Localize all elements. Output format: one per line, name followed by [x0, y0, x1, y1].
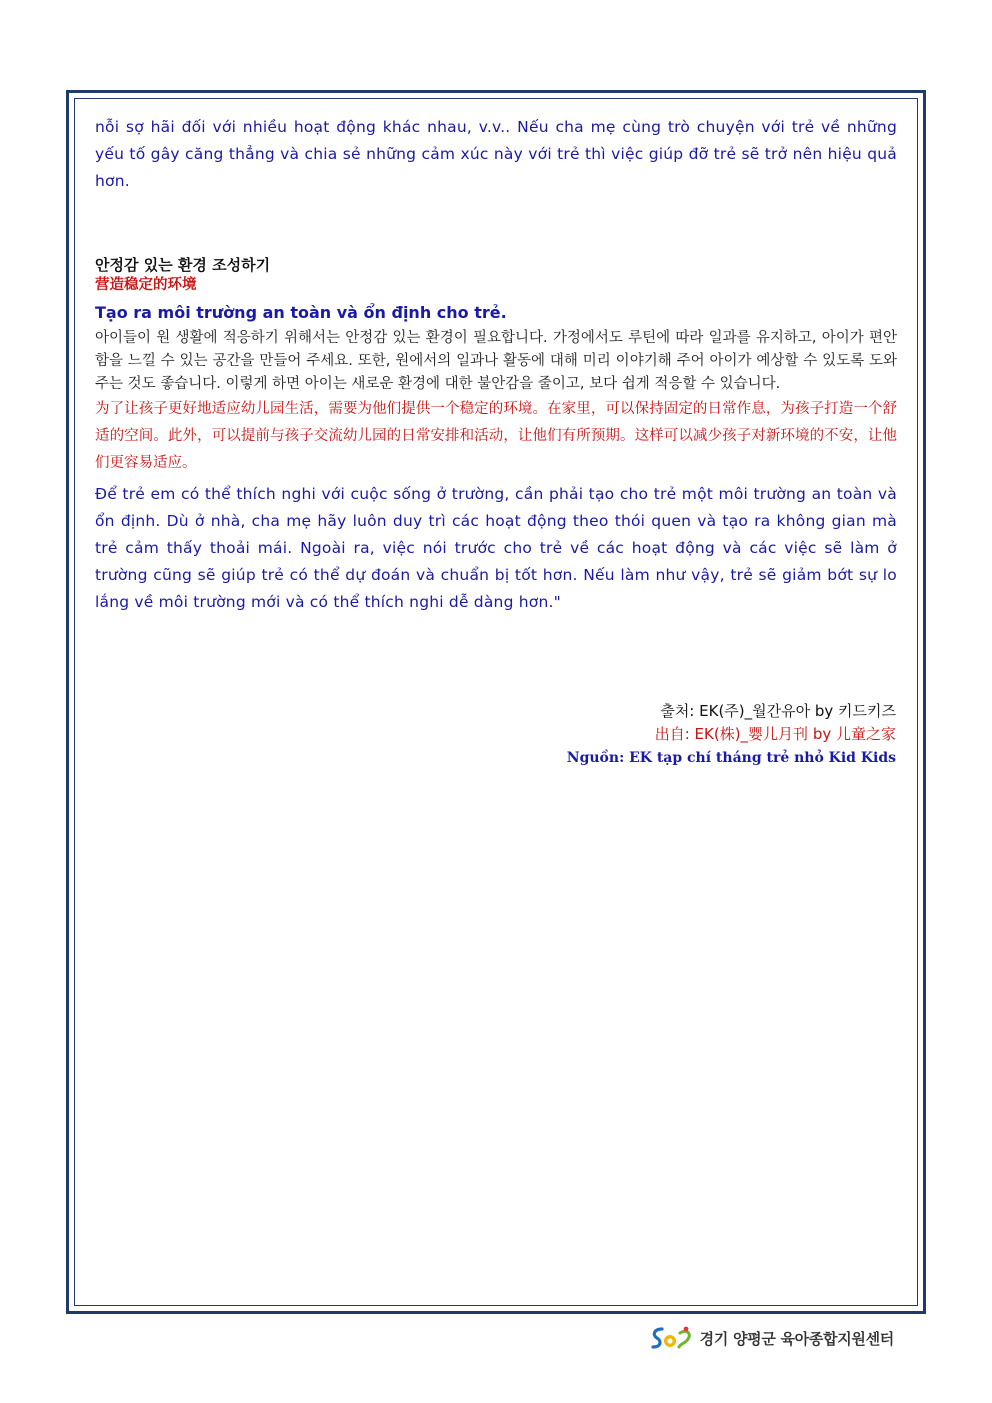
section-body-zh: 为了让孩子更好地适应幼儿园生活，需要为他们提供一个稳定的环境。在家里，可以保持固定的日常作息，为孩子打造一个舒适的空间。此外，可以提前与孩子交流幼儿园的日常安排和活动，让他们有所预期。这样可以减少孩子对新环境的不安，让他们更容易适应。: [95, 401, 897, 471]
footer-logo: [648, 1325, 894, 1351]
source-ko: 출처: EK(주)_월간유아 by 키드키즈: [660, 702, 896, 720]
center-logo-icon: [648, 1325, 694, 1351]
section-title-ko: 안정감 있는 환경 조성하기: [95, 256, 271, 274]
section-title-zh: 营造稳定的环境: [95, 277, 197, 293]
source-zh: 出自: EK(株)_婴儿月刊 by 儿童之家: [654, 725, 896, 743]
main-content: [95, 114, 897, 616]
section-body-vi: Để trẻ em có thể thích nghi với cuộc sống ở trường, cần phải tạo cho trẻ một môi trường an toàn và ổn định. Dù ở nhà, cha mẹ hãy luôn duy trì các hoạt động theo thói quen và tạo ra không gian mà trẻ cảm thấy thoải mái. Ngoài ra, việc nói trước cho trẻ về các hoạt động và các việc sẽ làm ở trường cũng sẽ giúp trẻ có thể dự đoán và chuẩn bị tốt hơn. Nếu làm như vậy, trẻ sẽ giảm bớt sự lo lắng về môi trường mới và có thể thích nghi dễ dàng hơn.": [95, 485, 897, 611]
source-citation: [567, 700, 896, 770]
footer-org-name: 경기 양평군 육아종합지원센터: [699, 1329, 894, 1348]
section-title-vi: Tạo ra môi trường an toàn và ổn định cho trẻ.: [95, 303, 507, 322]
section-body-ko: 아이들이 원 생활에 적응하기 위해서는 안정감 있는 환경이 필요합니다. 가정에서도 루틴에 따라 일과를 유지하고, 아이가 편안함을 느낄 수 있는 공간을 만들어 주세요. 또한, 원에서의 일과나 활동에 대해 미리 이야기해 주어 아이가 예상할 수 있도록 도와주는 것도 좋습니다. 이렇게 하면 아이는 새로운 환경에 대한 불안감을 줄이고, 보다 쉽게 적응할 수 있습니다.: [95, 330, 897, 392]
intro-paragraph-vi: nỗi sợ hãi đối với nhiều hoạt động khác nhau, v.v.. Nếu cha mẹ cùng trò chuyện với trẻ về những yếu tố gây căng thẳng và chia sẻ những cảm xúc này với trẻ thì việc giúp đỡ trẻ sẽ trở nên hiệu quả hơn.: [95, 118, 897, 190]
source-vi: Nguồn: EK tạp chí tháng trẻ nhỏ Kid Kids: [566, 750, 896, 766]
